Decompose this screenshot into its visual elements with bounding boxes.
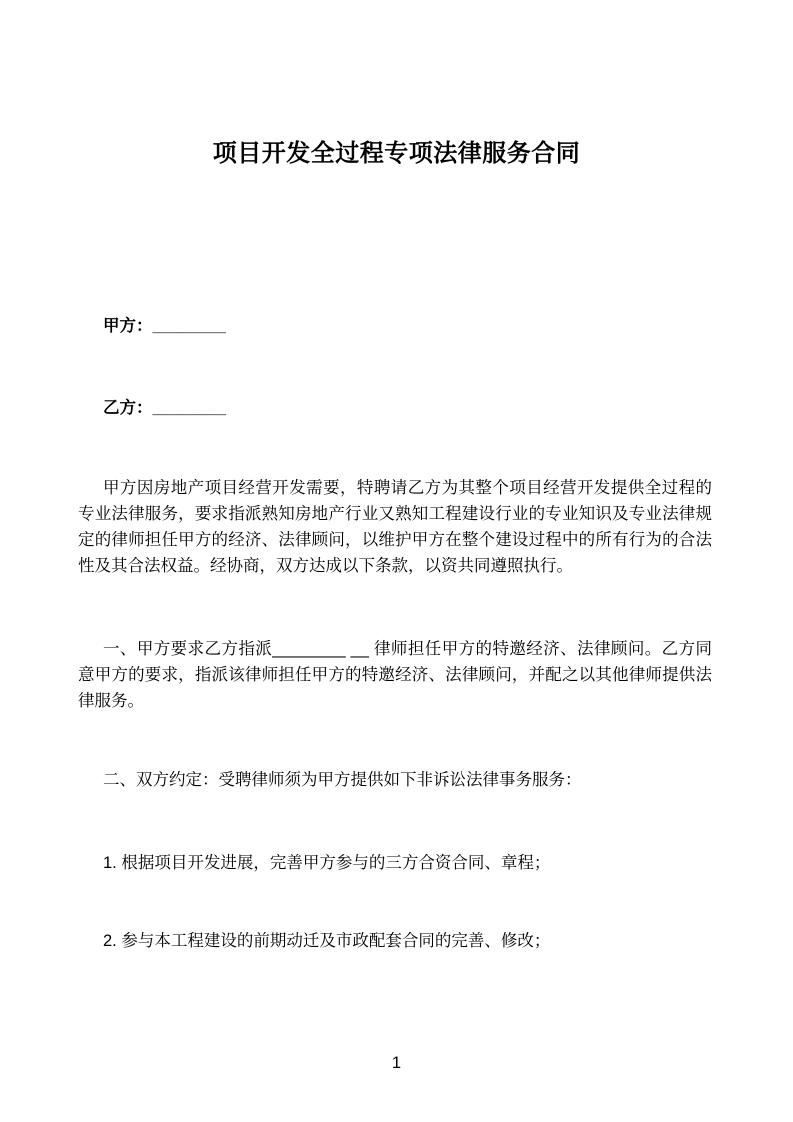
party-b-blank: ________ [152, 399, 226, 417]
clause-1-prefix: 一、甲方要求乙方指派 [103, 640, 273, 658]
intro-paragraph: 甲方因房地产项目经营开发需要，特聘请乙方为其整个项目经营开发提供全过程的专业法律服务，要求指派熟知房地产行业又熟知工程建设行业的专业知识及专业法律规定的律师担任甲方的经济、法律顾问，以维护甲方在整个建设过程中的所有行为的合法性及其合法权益。经协商，双方达成以下条款，以资共同遵照执行。 [78, 479, 712, 575]
party-b-line [78, 395, 712, 421]
document-title: 项目开发全过程专项法律服务合同 [212, 140, 581, 167]
party-b-label: 乙方： [103, 399, 153, 417]
page-number: 1 [391, 1054, 402, 1072]
party-a-line [78, 313, 712, 339]
party-a-blank: ________ [152, 317, 226, 335]
clause-1-suffix: 律师担任甲方的特邀经济、法律顾问。乙方同意甲方的要求，指派该律师担任甲方的特邀经济、法律顾问，并配之以其他律师提供法律服务。 [78, 640, 713, 710]
party-a-label: 甲方： [103, 317, 153, 335]
service-item-1: 1. 根据项目开发进展，完善甲方参与的三方合资合同、章程； [103, 854, 551, 872]
clause-2: 二、双方约定：受聘律师须为甲方提供如下非诉讼法律事务服务： [103, 771, 582, 789]
clause-1 [78, 636, 712, 714]
clause-1-inline-blank: ________ __ [272, 640, 369, 658]
service-item-2: 2. 参与本工程建设的前期动迁及市政配套合同的完善、修改； [103, 932, 551, 950]
